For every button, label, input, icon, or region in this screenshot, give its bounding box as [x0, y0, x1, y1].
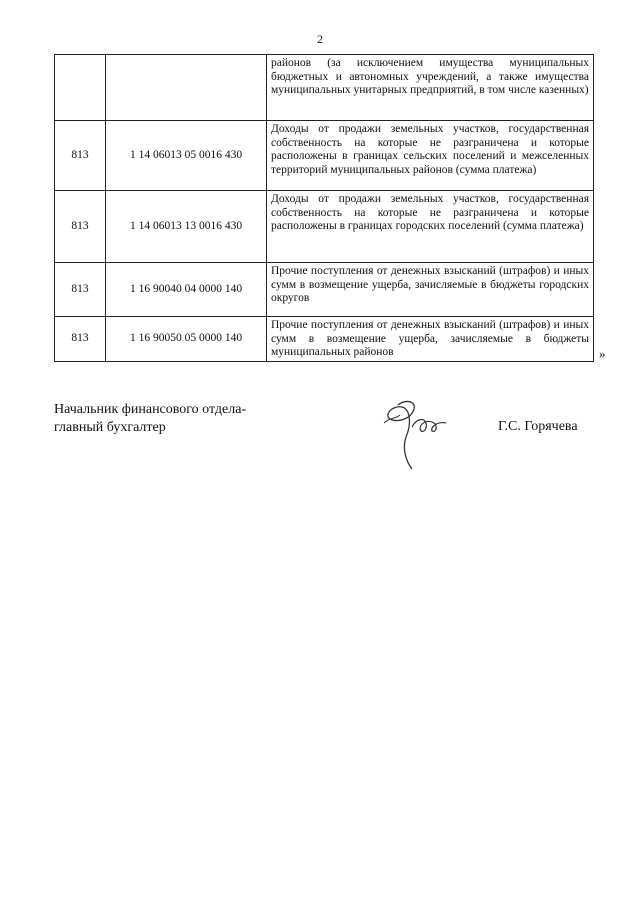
admin-code-cell: 813	[55, 317, 106, 362]
budget-code-cell	[106, 55, 267, 121]
revenue-name-cell: Доходы от продажи земельных участков, государственная собственность на которые не разграничена и которые расположены в границах сельских поселений и межселенных территорий муниципальных районов (сумма платежа)	[267, 121, 594, 191]
revenue-name-cell: Прочие поступления от денежных взысканий (штрафов) и иных сумм в возмещение ущерба, зачисляемые в бюджеты городских округов	[267, 263, 594, 317]
table-row	[55, 55, 594, 121]
closing-quote: »	[599, 346, 606, 361]
revenue-codes-table	[54, 54, 594, 362]
table-row	[55, 121, 594, 191]
budget-code-cell: 1 16 90050 05 0000 140	[106, 317, 267, 362]
admin-code-cell: 813	[55, 263, 106, 317]
budget-code-cell: 1 16 90040 04 0000 140	[106, 263, 267, 317]
position-line-1: Начальник финансового отдела-	[54, 402, 247, 417]
table-row	[55, 317, 594, 362]
admin-code-cell	[55, 55, 106, 121]
revenue-name-cell: Доходы от продажи земельных участков, государственная собственность на которые не разграничена и которые расположены в границах городских поселений (сумма платежа)	[267, 191, 594, 263]
position-line-2: главный бухгалтер	[54, 420, 166, 435]
revenue-name-cell: Прочие поступления от денежных взысканий (штрафов) и иных сумм в возмещение ущерба, зачисляемые в бюджеты муниципальных районов	[267, 317, 594, 362]
signatory-name: Г.С. Горячева	[498, 419, 578, 434]
handwritten-signature	[376, 393, 462, 473]
revenue-name-cell: районов (за исключением имущества муниципальных бюджетных и автономных учреждений, а также имущества муниципальных унитарных предприятий, в том числе казенных)	[267, 55, 594, 121]
table-row	[55, 263, 594, 317]
budget-code-cell: 1 14 06013 13 0016 430	[106, 191, 267, 263]
table-row	[55, 191, 594, 263]
admin-code-cell: 813	[55, 191, 106, 263]
signatory-position	[54, 401, 246, 437]
budget-code-cell: 1 14 06013 05 0016 430	[106, 121, 267, 191]
page-number: 2	[317, 32, 323, 46]
admin-code-cell: 813	[55, 121, 106, 191]
